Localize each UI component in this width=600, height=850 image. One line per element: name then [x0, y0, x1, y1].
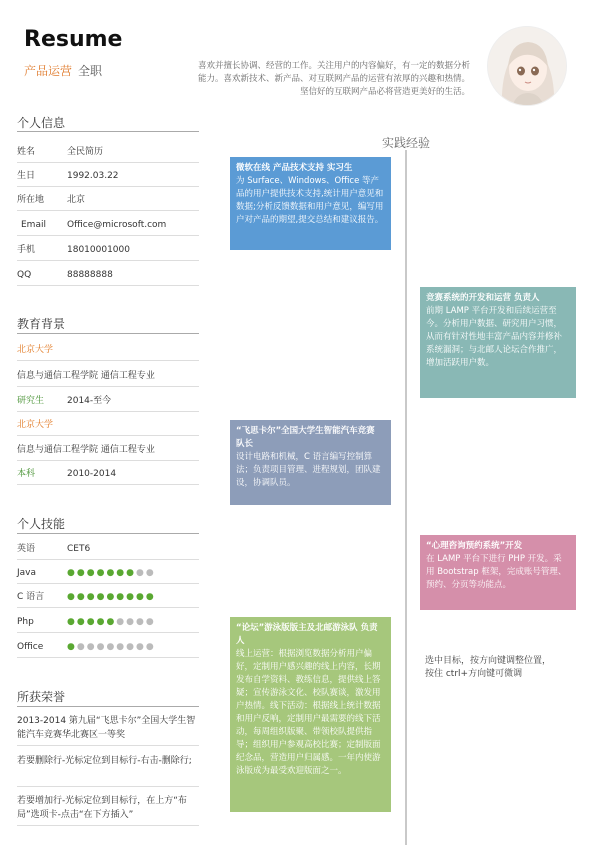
- rating-dot: ●: [96, 617, 107, 627]
- rating-dot: ●: [116, 642, 127, 652]
- info-value: 1992.03.22: [67, 171, 119, 181]
- skill-row: [17, 590, 199, 612]
- card-title: 微软在线 产品技术支持 实习生: [236, 163, 353, 173]
- card-body: 设计电路和机械，C 语言编写控制算法；负责项目管理、进程规划，团队建设，协调队员。: [236, 452, 381, 488]
- rating-dot: ●: [126, 617, 137, 627]
- rating-dot: ●: [145, 592, 156, 602]
- skill-name: Java: [17, 568, 37, 578]
- resume-title: Resume: [24, 27, 123, 52]
- rating-dot: ●: [116, 617, 127, 627]
- info-row-birthday: [17, 169, 199, 191]
- rating-dot: ●: [126, 568, 137, 578]
- divider: [17, 706, 199, 707]
- info-value: Office@microsoft.com: [67, 220, 167, 230]
- info-row-qq: [17, 268, 199, 290]
- row-divider: [17, 825, 199, 826]
- self-introduction: 喜欢并擅长协调、经营的工作。关注用户的内容偏好，有一定的数据分析能力。喜欢新技术、新产品、对互联网产品的运营有浓厚的兴趣和热情。坚信好的互联网产品必将营造更美好的生活。: [197, 61, 470, 97]
- card-body: 为 Surface、Windows、Office 等产品的用户提供技术支持,统计用户意见和数据;分析反馈数据和用户意见，编写用户对产品的期望,提交总结和建议报告。: [236, 176, 384, 225]
- row-divider: [17, 386, 199, 387]
- skills-heading: 个人技能: [17, 517, 66, 531]
- row-divider: [17, 583, 199, 584]
- rating-dot: ●: [86, 568, 97, 578]
- rating-dot: ●: [106, 568, 117, 578]
- row-divider: [17, 162, 199, 163]
- skill-row: [17, 615, 199, 637]
- rating-dot: ●: [67, 642, 77, 652]
- rating-dot: ●: [86, 642, 97, 652]
- experience-card: [420, 535, 576, 610]
- rating-dot: ●: [116, 592, 127, 602]
- education-heading: 教育背景: [17, 317, 66, 331]
- major-name: 信息与通信工程学院 通信工程专业: [17, 445, 155, 455]
- skill-rating-dots: [67, 590, 156, 604]
- info-row-name: [17, 145, 199, 167]
- skill-name: Php: [17, 617, 34, 627]
- row-divider: [17, 607, 199, 608]
- row-divider: [17, 411, 199, 412]
- major-name: 信息与通信工程学院 通信工程专业: [17, 371, 155, 381]
- avatar: [487, 26, 567, 106]
- info-row-location: [17, 193, 199, 215]
- edu-major: [17, 369, 199, 391]
- row-divider: [17, 484, 199, 485]
- skill-level-text: CET6: [67, 544, 91, 554]
- rating-dot: ●: [145, 617, 156, 627]
- skill-rating-dots: [67, 640, 156, 654]
- rating-dot: ●: [96, 568, 107, 578]
- rating-dot: ●: [106, 642, 117, 652]
- edu-degree-row: [17, 467, 199, 489]
- row-divider: [17, 460, 199, 461]
- job-type: 全职: [78, 64, 103, 78]
- divider: [17, 333, 199, 334]
- row-divider: [17, 186, 199, 187]
- rating-dot: ●: [116, 568, 127, 578]
- row-divider: [17, 657, 199, 658]
- experience-card: [420, 287, 576, 398]
- rating-dot: ●: [145, 568, 156, 578]
- skill-row: [17, 566, 199, 588]
- rating-dot: ●: [136, 568, 146, 578]
- rating-dot: ●: [145, 642, 156, 652]
- skill-row-english: [17, 542, 199, 564]
- card-title: 竞赛系统的开发和运营 负责人: [426, 293, 540, 303]
- card-title: “论坛”游泳版版主及北邮游泳队 负责人: [236, 623, 378, 646]
- edu-degree-row: [17, 394, 199, 416]
- info-row-email: [17, 218, 199, 240]
- info-label: 所在地: [17, 195, 45, 205]
- personal-info-heading: 个人信息: [17, 116, 66, 130]
- row-divider: [17, 435, 199, 436]
- info-label: 生日: [17, 171, 36, 181]
- rating-dot: ●: [136, 592, 146, 602]
- edu-major: [17, 443, 199, 465]
- period: 2010-2014: [67, 469, 117, 479]
- divider: [17, 131, 199, 132]
- row-divider: [17, 360, 199, 361]
- rating-dot: ●: [86, 617, 97, 627]
- row-divider: [17, 285, 199, 286]
- rating-dot: ●: [126, 592, 137, 602]
- card-title: “飞思卡尔”全国大学生智能汽车竞赛 队长: [236, 426, 375, 449]
- skill-name: C 语言: [17, 592, 45, 602]
- info-row-phone: [17, 243, 199, 265]
- honor-item: 若要删除行-光标定位到目标行-右击-删除行;: [17, 756, 192, 766]
- avatar-illustration-icon: [488, 27, 567, 106]
- job-role: 产品运营: [24, 64, 73, 78]
- rating-dot: ●: [96, 642, 107, 652]
- experience-card: [230, 157, 391, 250]
- row-divider: [17, 632, 199, 633]
- honor-item: 若要增加行-光标定位到目标行，在上方“布局”选项卡-点击“在下方插入”: [17, 796, 187, 820]
- rating-dot: ●: [67, 617, 77, 627]
- job-subtitle: [24, 62, 102, 79]
- info-value: 18010001000: [67, 245, 130, 255]
- rating-dot: ●: [76, 568, 87, 578]
- rating-dot: ●: [76, 617, 87, 627]
- timeline-line: [405, 150, 407, 845]
- info-label: 手机: [17, 245, 36, 255]
- experience-heading: 实践经验: [382, 136, 431, 150]
- row-divider: [17, 260, 199, 261]
- rating-dot: ●: [76, 642, 87, 652]
- card-body: 前期 LAMP 平台开发和后续运营至今。分析用户数据、研究用户习惯，从而有针对性地丰富产品内容并修补系统漏洞；与北邮人论坛合作推广，增加活跃用户数。: [426, 306, 563, 368]
- rating-dot: ●: [67, 592, 77, 602]
- card-body: 在 LAMP 平台下进行 PHP 开发。采用 Bootstrap 框架，完成账号管理、预约、分页等功能点。: [426, 554, 567, 590]
- row-divider: [17, 210, 199, 211]
- info-label: 姓名: [17, 147, 36, 157]
- skill-name: Office: [17, 642, 44, 652]
- skill-rating-dots: [67, 566, 156, 580]
- rating-dot: ●: [76, 592, 87, 602]
- honors-heading: 所获荣誉: [17, 690, 66, 704]
- school-name: 北京大学: [17, 345, 54, 355]
- honor-item: 2013-2014 第九届“飞思卡尔”全国大学生智能汽车竞赛华北赛区一等奖: [17, 716, 196, 740]
- card-body: 线上运营：根据浏览数据分析用户偏好，定制用户感兴趣的线上内容，长期发布自学资料、教练信息，提供线上答疑；宣传游泳文化、校队赛谈，激发用户热情。线下活动：根据线上统计数据和用户反响，定制用户最需要的线下活动，每周组织版聚、带领校队提供指导；组织用户参观高校比赛；定制版面纪念品，营造用户归属感。一年内使游泳版成为最受欢迎版面之一。: [236, 649, 381, 776]
- school-name: 北京大学: [17, 420, 54, 430]
- rating-dot: ●: [106, 592, 117, 602]
- info-value: 北京: [67, 195, 86, 205]
- experience-card: [230, 420, 391, 505]
- info-value: 88888888: [67, 270, 113, 280]
- period: 2014-至今: [67, 396, 112, 406]
- layout-tip: 选中目标，按方向键调整位置，按住 ctrl+方向键可微调: [425, 656, 552, 679]
- edu-school: [17, 418, 199, 440]
- rating-dot: ●: [96, 592, 107, 602]
- experience-card: [230, 617, 391, 812]
- rating-dot: ●: [136, 617, 146, 627]
- skill-name: 英语: [17, 544, 36, 554]
- edu-school: [17, 343, 199, 365]
- rating-dot: ●: [67, 568, 77, 578]
- rating-dot: ●: [106, 617, 117, 627]
- degree: 研究生: [17, 396, 45, 406]
- skill-rating-dots: [67, 615, 156, 629]
- card-title: “心理咨询预约系统”开发: [426, 541, 523, 551]
- row-divider: [17, 559, 199, 560]
- divider: [17, 533, 199, 534]
- info-label: QQ: [17, 270, 32, 280]
- row-divider: [17, 235, 199, 236]
- info-value: 全民简历: [67, 147, 104, 157]
- row-divider: [17, 786, 199, 787]
- skill-row: [17, 640, 199, 662]
- rating-dot: ●: [136, 642, 146, 652]
- degree: 本科: [17, 469, 36, 479]
- rating-dot: ●: [86, 592, 97, 602]
- row-divider: [17, 745, 199, 746]
- rating-dot: ●: [126, 642, 137, 652]
- info-label: Email: [21, 220, 46, 230]
